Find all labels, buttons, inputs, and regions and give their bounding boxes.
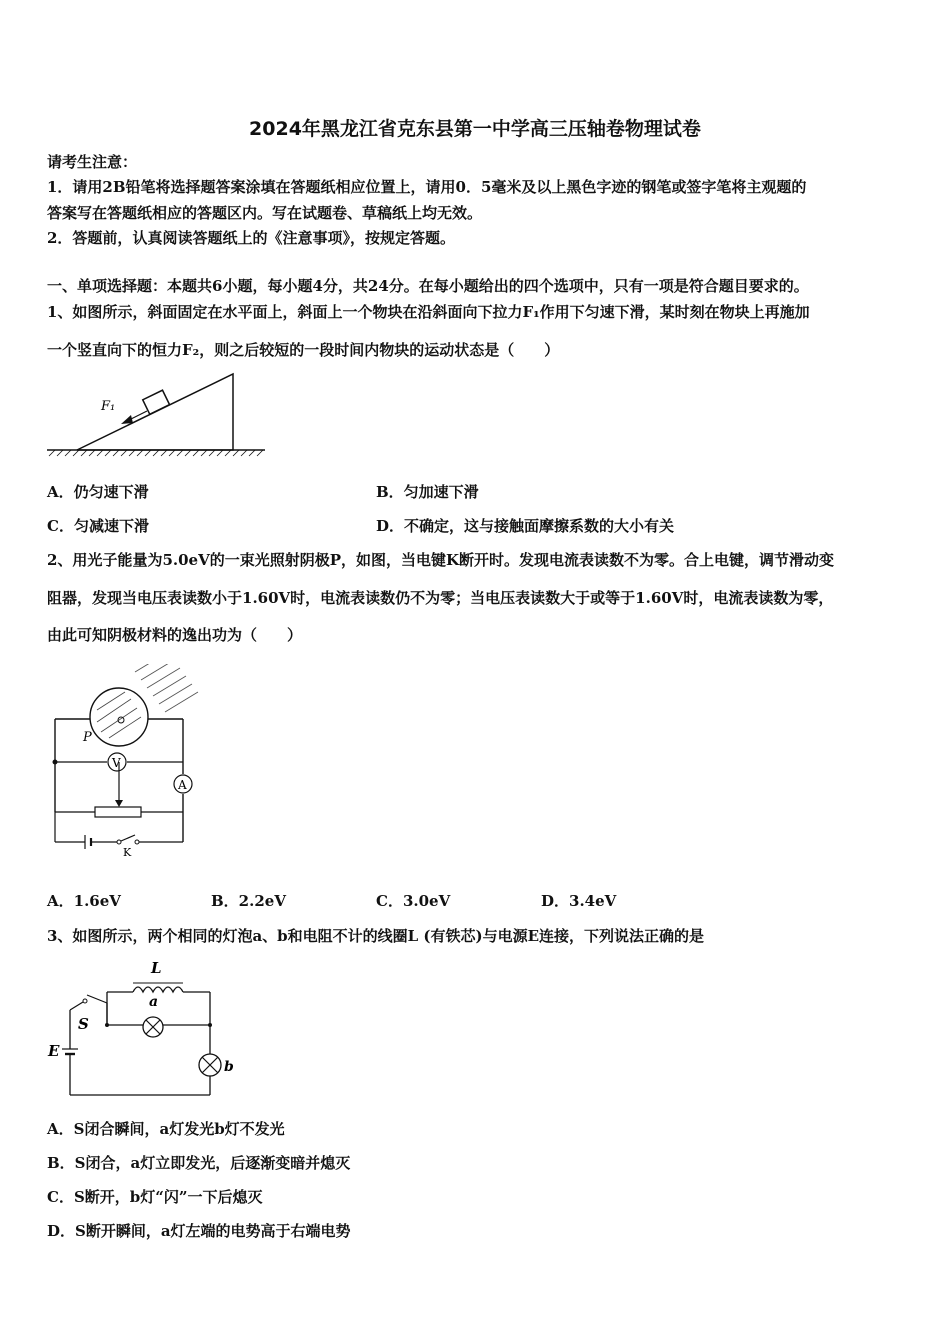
- q2-circuit-figure: [45, 664, 205, 864]
- q3-switch-label: S: [78, 1015, 89, 1033]
- q2-option-c[interactable]: C．3.0eV: [376, 892, 451, 910]
- q2-option-b[interactable]: B．2.2eV: [211, 892, 286, 910]
- q1-option-b[interactable]: B．匀加速下滑: [376, 483, 479, 501]
- q1-stem-line-1: 1、如图所示，斜面固定在水平面上，斜面上一个物块在沿斜面向下拉力F₁作用下匀速下滑，某时刻在物块上再施加: [47, 303, 810, 321]
- q3-inductor-label: L: [151, 959, 162, 977]
- q3-option-c[interactable]: C．S断开，b灯“闪”一下后熄灭: [47, 1188, 263, 1206]
- q2-stem-line-3: 由此可知阴极材料的逸出功为（ ）: [47, 626, 303, 644]
- q1-stem-line-2: 一个竖直向下的恒力F₂，则之后较短的一段时间内物块的运动状态是（ ）: [47, 341, 560, 359]
- q1-option-c[interactable]: C．匀减速下滑: [47, 517, 149, 535]
- notice-line-1: 1．请用2B铅笔将选择题答案涂填在答题纸相应位置上，请用0．5毫米及以上黑色字迹的钢笔或签字笔将主观题的: [47, 178, 807, 196]
- q2-ammeter-label: A: [178, 778, 187, 792]
- q3-stem-line-1: 3、如图所示，两个相同的灯泡a、b和电阻不计的线圈L (有铁芯)与电源E连接，下列说法正确的是: [47, 927, 705, 945]
- q1-f1-label: F₁: [101, 399, 116, 414]
- q3-lamp-b-label: b: [224, 1059, 234, 1075]
- q3-option-b[interactable]: B．S闭合，a灯立即发光，后逐渐变暗并熄灭: [47, 1154, 351, 1172]
- q1-option-d[interactable]: D．不确定，这与接触面摩擦系数的大小有关: [376, 517, 675, 535]
- q3-option-a[interactable]: A．S闭合瞬间，a灯发光b灯不发光: [47, 1120, 285, 1138]
- section-heading: 一、单项选择题：本题共6小题，每小题4分，共24分。在每小题给出的四个选项中，只有一项是符合题目要求的。: [47, 277, 809, 295]
- notice-line-2: 2．答题前，认真阅读答题纸上的《注意事项》，按规定答题。: [47, 229, 455, 247]
- q1-option-a[interactable]: A．仍匀速下滑: [47, 483, 149, 501]
- q3-option-d[interactable]: D．S断开瞬间，a灯左端的电势高于右端电势: [47, 1222, 351, 1240]
- q2-switch-label: K: [123, 846, 132, 859]
- q2-cathode-label: P: [83, 730, 92, 745]
- page-title: 2024年黑龙江省克东县第一中学高三压轴卷物理试卷: [249, 118, 701, 140]
- notice-line-1b: 答案写在答题纸相应的答题区内。写在试题卷、草稿纸上均无效。: [47, 204, 483, 222]
- q1-incline-figure: [45, 368, 270, 463]
- q3-lamp-a-label: a: [149, 994, 159, 1010]
- q2-stem-line-2: 阻器，发现当电压表读数小于1.60V时，电流表读数仍不为零；当电压表读数大于或等于1.60V时，电流表读数为零，: [47, 589, 834, 607]
- q3-circuit-figure: [45, 955, 245, 1105]
- q3-source-label: E: [48, 1042, 60, 1060]
- notice-heading: 请考生注意：: [47, 153, 138, 171]
- q2-voltmeter-label: V: [112, 756, 121, 770]
- q2-stem-line-1: 2、用光子能量为5.0eV的一束光照射阴极P，如图，当电键K断开时。发现电流表读数不为零。合上电键，调节滑动变: [47, 551, 835, 569]
- q2-option-a[interactable]: A．1.6eV: [47, 892, 121, 910]
- q2-option-d[interactable]: D．3.4eV: [541, 892, 617, 910]
